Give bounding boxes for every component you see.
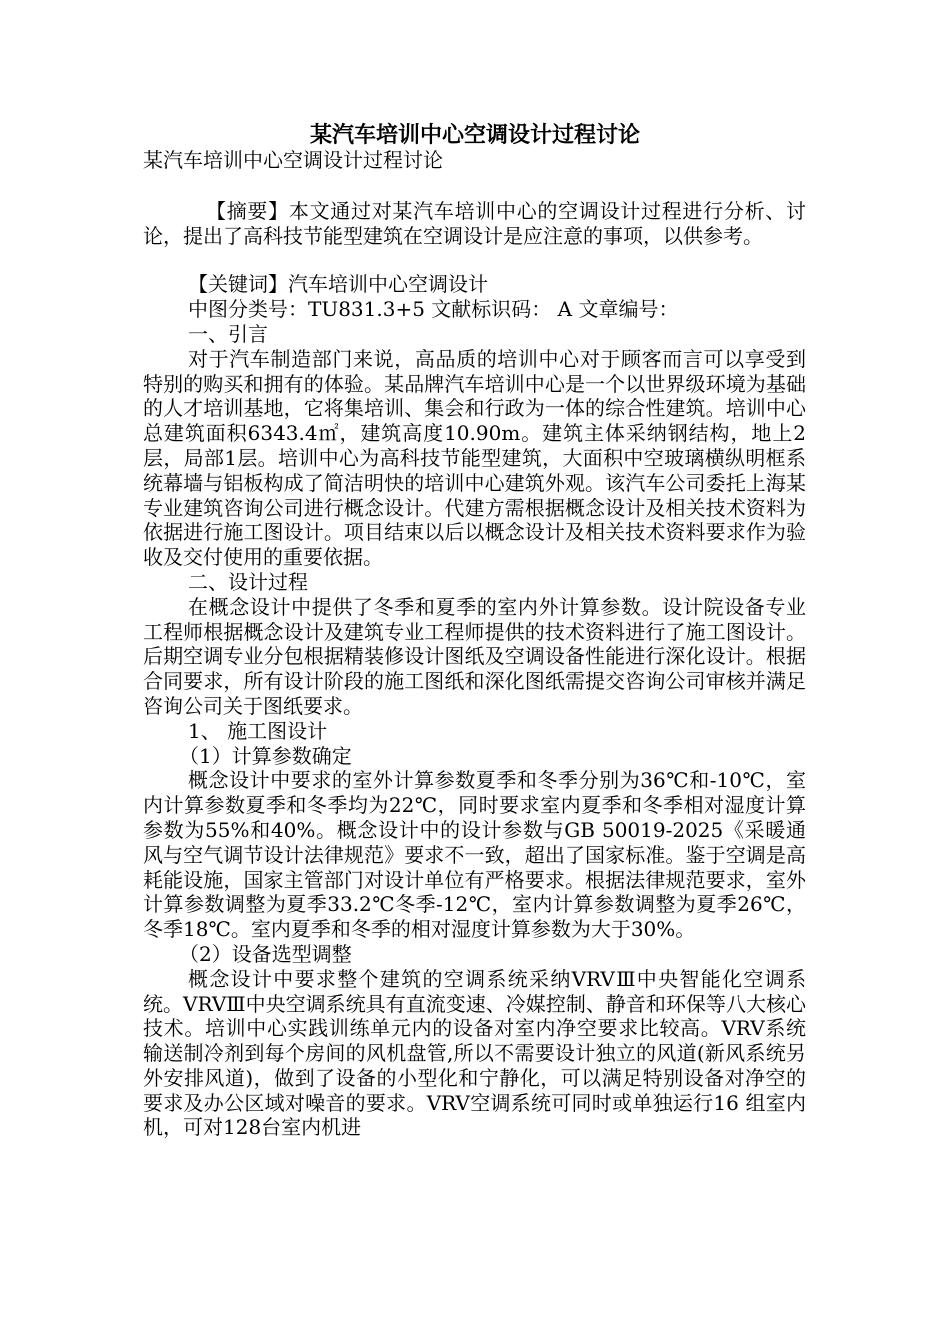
abstract-paragraph: 【摘要】本文通过对某汽车培训中心的空调设计过程进行分析、讨论，提出了高科技节能型建筑在空调设计是应注意的事项，以供参考。 [143,198,806,248]
equipment-paragraph: 概念设计中要求整个建筑的空调系统采纳VRVⅢ中央智能化空调系统。VRVⅢ中央空调系统具有直流变速、冷媒控制、静音和环保等八大核心技术。培训中心实践训练单元内的设备对室内净空要求比较高。VRV系统输送制冷剂到每个房间的风机盘管,所以不需要设计独立的风道(新风系统另外安排风道)，做到了设备的小型化和宁静化，可以满足特别设备对净空的要求及办公区域对噪音的要求。VRV空调系统可同时或单独运行16 组室内机，可对128台室内机进 [143,966,806,1140]
subsection-heading-equipment: （2）设备选型调整 [179,941,352,966]
section-heading-design-process: 二、设计过程 [188,569,308,594]
document-title: 某汽车培训中心空调设计过程讨论 [309,122,640,148]
section-heading-introduction: 一、引言 [188,321,268,346]
document-subtitle: 某汽车培训中心空调设计过程讨论 [143,148,443,172]
document-body [143,148,806,1140]
keywords-line: 【关键词】汽车培训中心空调设计 [188,272,488,297]
subsection-heading-construction-drawing: 1、 施工图设计 [188,718,328,743]
design-process-paragraph: 在概念设计中提供了冬季和夏季的室内外计算参数。设计院设备专业工程师根据概念设计及建筑专业工程师提供的技术资料进行了施工图设计。后期空调专业分包根据精装修设计图纸及空调设备性能进行深化设计。根据合同要求，所有设计阶段的施工图纸和深化图纸需提交咨询公司审核并满足咨询公司关于图纸要求。 [143,594,806,718]
parameters-paragraph: 概念设计中要求的室外计算参数夏季和冬季分别为36℃和-10℃，室内计算参数夏季和冬季均为22℃，同时要求室内夏季和冬季相对湿度计算参数为55%和40%。概念设计中的设计参数与GB 50019-2025《采暖通风与空气调节设计法律规范》要求不一致，超出了国家标准。鉴于空调是高耗能设施，国家主管部门对设计单位有严格要求。根据法律规范要求，室外计算参数调整为夏季33.2℃冬季-12℃，室内计算参数调整为夏季26℃，冬季18℃。室内夏季和冬季的相对湿度计算参数为大于30%。 [143,768,806,942]
introduction-paragraph: 对于汽车制造部门来说，高品质的培训中心对于顾客而言可以享受到特别的购买和拥有的体验。某品牌汽车培训中心是一个以世界级环境为基础的人才培训基地，它将集培训、集会和行政为一体的综合性建筑。培训中心总建筑面积6343.4㎡，建筑高度10.90m。建筑主体采纳钢结构，地上2层，局部1层。培训中心为高科技节能型建筑，大面积中空玻璃横纵明框系统幕墙与铝板构成了简洁明快的培训中心建筑外观。该汽车公司委托上海某专业建筑咨询公司进行概念设计。代建方需根据概念设计及相关技术资料为依据进行施工图设计。项目结束以后以概念设计及相关技术资料要求作为验收及交付使用的重要依据。 [143,346,806,570]
subsection-heading-parameters: （1）计算参数确定 [179,743,352,768]
classification-line: 中图分类号：TU831.3+5 文献标识码： A 文章编号： [188,297,679,322]
